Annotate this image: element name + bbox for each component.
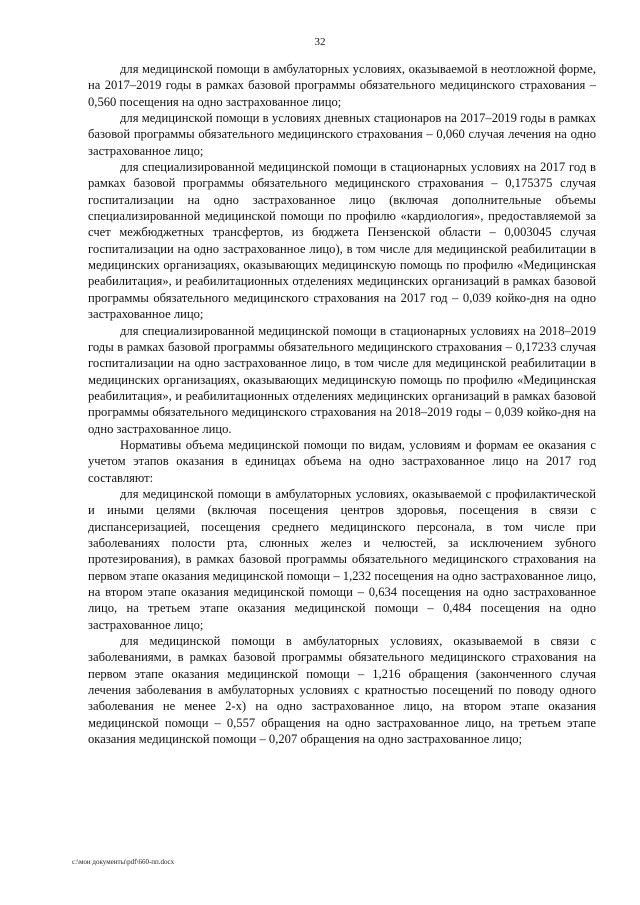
paragraph-norms-intro: Нормативы объема медицинской помощи по видам, условиям и формам ее оказания с учетом этапов оказания в единицах объема на одно застрахованное лицо на 2017 год составляют: bbox=[88, 437, 596, 485]
page-number: 32 bbox=[314, 36, 326, 48]
paragraph-specialized-2018-2019: для специализированной медицинской помощи в стационарных условиях на 2018–2019 годы в рамках базовой программы обязательного медицинского страхования – 0,17233 случая госпитализации на одно застрахованное лицо, в том числе для медицинской реабилитации в медицинских организациях, оказывающих медицинскую помощь по профилю «Медицинская реабилитация», и реабилитационных отделениях медицинских организаций в рамках базовой программы обязательного медицинского страхования на 2018–2019 годы – 0,039 койко-дня на одно застрахованное лицо. bbox=[88, 323, 596, 436]
footer-file-path: c:\мои документы\pdf\660-пп.docx bbox=[72, 858, 175, 866]
paragraph-ambulatory-disease: для медицинской помощи в амбулаторных условиях, оказываемой в связи с заболеваниями, в рамках базовой программы обязательного медицинского страхования на первом этапе оказания медицинской помощи – 1,216 обращения (законченного случая лечения заболевания в амбулаторных условиях с кратностью посещений по поводу одного заболевания не менее 2-х) на одно застрахованное лицо, на втором этапе оказания медицинской помощи – 0,557 обращения на одно застрахованное лицо, на третьем этапе оказания медицинской помощи – 0,207 обращения на одно застрахованное лицо; bbox=[88, 634, 596, 747]
document-body bbox=[88, 61, 596, 747]
paragraph-ambulatory-preventive: для медицинской помощи в амбулаторных условиях, оказываемой с профилактической и иными целями (включая посещения центров здоровья, посещения в связи с диспансеризацией, посещения среднего медицинского персонала, в том числе при заболеваниях полости рта, слюнных желез и челюстей, за исключением зубного протезирования), в рамках базовой программы обязательного медицинского страхования на первом этапе оказания медицинской помощи – 1,232 посещения на одно застрахованное лицо, на втором этапе оказания медицинской помощи – 0,634 посещения на одно застрахованное лицо, на третьем этапе оказания медицинской помощи – 0,484 посещения на одно застрахованное лицо; bbox=[88, 486, 596, 632]
paragraph-day-hospital: для медицинской помощи в условиях дневных стационаров на 2017–2019 годы в рамках базовой программы обязательного медицинского страхования – 0,060 случая лечения на одно застрахованное лицо; bbox=[88, 111, 596, 158]
paragraph-ambulatory-urgent: для медицинской помощи в амбулаторных условиях, оказываемой в неотложной форме, на 2017–2019 годы в рамках базовой программы обязательного медицинского страхования – 0,560 посещения на одно застрахованное лицо; bbox=[88, 62, 596, 109]
paragraph-specialized-2017: для специализированной медицинской помощи в стационарных условиях на 2017 год в рамках базовой программы обязательного медицинского страхования – 0,175375 случая госпитализации на одно застрахованное лицо (включая дополнительные объемы специализированной медицинской помощи по профилю «кардиология», предоставляемой за счет межбюджетных трансфертов, из бюджета Пензенской области – 0,003045 случая госпитализации на одно застрахованное лицо), в том числе для медицинской реабилитации в медицинских организациях, оказывающих медицинскую помощь по профилю «Медицинская реабилитация», и реабилитационных отделениях медицинских организаций в рамках базовой программы обязательного медицинского страхования на 2017 год – 0,039 койко-дня на одно застрахованное лицо; bbox=[88, 160, 596, 322]
